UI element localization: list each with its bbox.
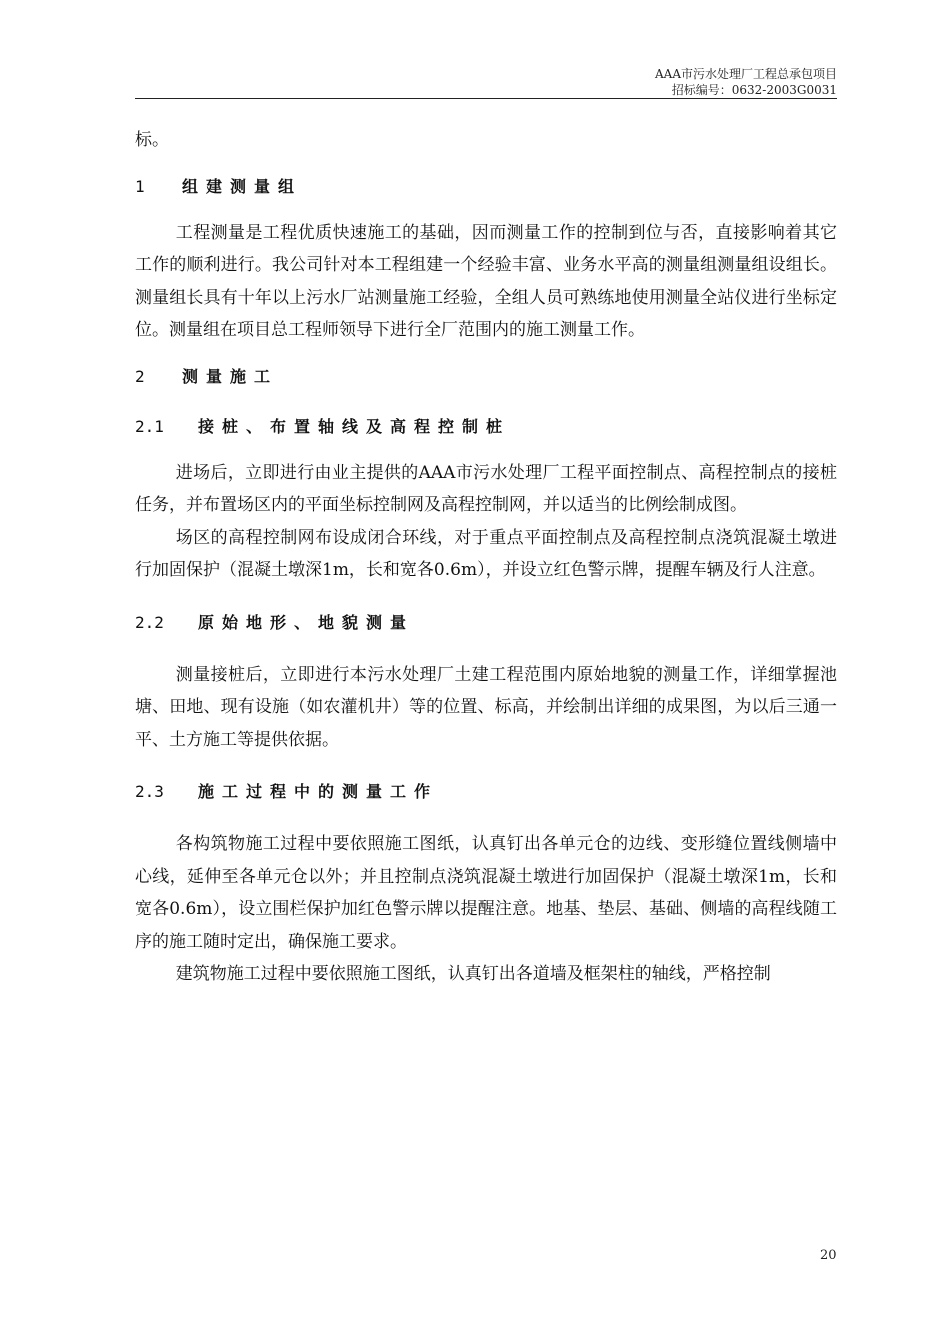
header-project-title: AAA市污水处理厂工程总承包项目 <box>655 67 837 81</box>
section-number: 2.3 <box>135 782 164 801</box>
section-heading-1 <box>135 177 837 197</box>
section-title: 施工过程中的测量工作 <box>198 782 439 801</box>
paragraph-survey-team: 工程测量是工程优质快速施工的基础，因而测量工作的控制到位与否，直接影响着其它工作的顺利进行。我公司针对本工程组建一个经验丰富、业务水平高的测量组测量组设组长。测量组长具有十年以上污水厂站测量施工经验，全组人员可熟练地使用测量全站仪进行坐标定位。测量组在项目总工程师领导下进行全厂范围内的施工测量工作。 <box>135 222 837 340</box>
section-title: 测量施工 <box>182 366 279 386</box>
page-number: 20 <box>820 1248 837 1263</box>
paragraph-building-survey: 建筑物施工过程中要依照施工图纸，认真钉出各道墙及框架柱的轴线，严格控制 <box>175 964 771 984</box>
document-body <box>135 124 837 991</box>
paragraph-control-points: 进场后，立即进行由业主提供的AAA市污水处理厂工程平面控制点、高程控制点的接桩任务，并布置场区内的平面坐标控制网及高程控制网，并以适当的比例绘制成图。 <box>135 462 837 515</box>
section-title: 组建测量组 <box>182 176 303 196</box>
paragraph-elevation-network: 场区的高程控制网布设成闭合环线，对于重点平面控制点及高程控制点浇筑混凝土墩进行加固保护（混凝土墩深1m，长和宽各0.6m），并设立红色警示牌，提醒车辆及行人注意。 <box>135 527 837 580</box>
section-title: 原始地形、地貌测量 <box>198 612 415 632</box>
section-heading-2-2 <box>135 613 837 633</box>
continuation-paragraph: 标。 <box>135 130 169 150</box>
section-heading-2-1 <box>135 417 837 437</box>
section-heading-2 <box>135 367 837 387</box>
section-number: 2.2 <box>135 612 164 632</box>
section-number: 2.1 <box>135 416 164 436</box>
section-number: 1 <box>135 176 145 196</box>
section-heading-2-3 <box>135 782 837 802</box>
page-header <box>135 66 837 98</box>
section-title: 接桩、布置轴线及高程控制桩 <box>198 416 511 436</box>
paragraph-terrain-survey: 测量接桩后，立即进行本污水处理厂土建工程范围内原始地貌的测量工作，详细掌握池塘、田地、现有设施（如农灌机井）等的位置、标高，并绘制出详细的成果图，为以后三通一平、土方施工等提供依据。 <box>135 664 837 750</box>
header-bid-number: 招标编号：0632-2003G0031 <box>671 83 837 97</box>
section-number: 2 <box>135 366 145 386</box>
header-divider <box>135 98 837 99</box>
paragraph-structure-survey: 各构筑物施工过程中要依照施工图纸，认真钉出各单元仓的边线、变形缝位置线侧墙中心线，延伸至各单元仓以外；并且控制点浇筑混凝土墩进行加固保护（混凝土墩深1m，长和宽各0.6m），设立围栏保护加红色警示牌以提醒注意。地基、垫层、基础、侧墙的高程线随工序的施工随时定出，确保施工要求。 <box>135 834 837 952</box>
